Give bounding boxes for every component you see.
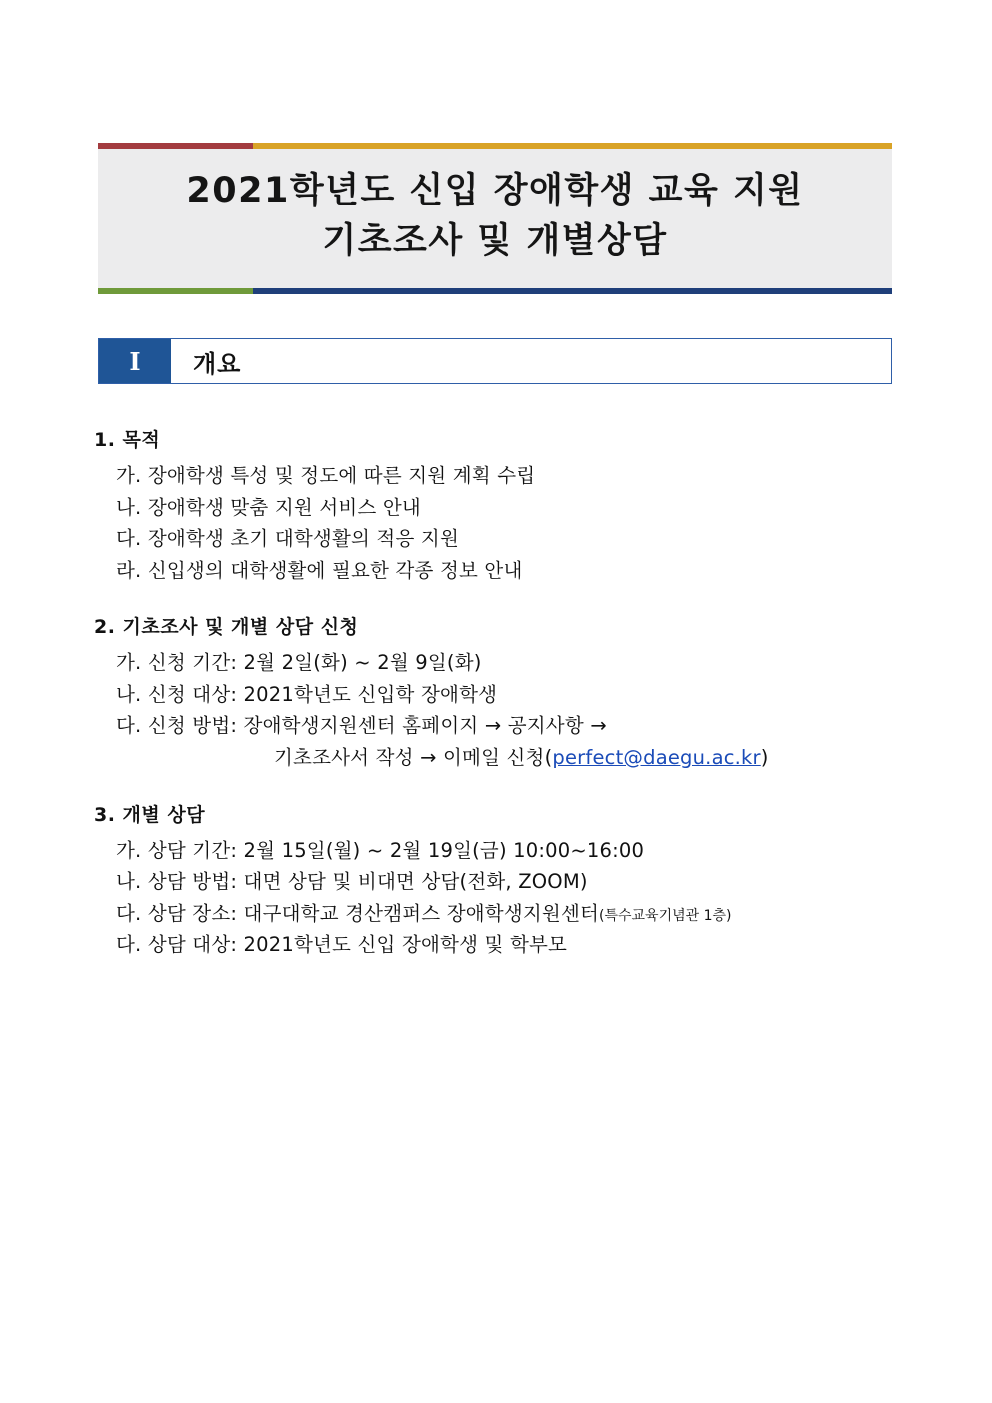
title-bottom-rule-navy-segment xyxy=(253,288,892,294)
document-body xyxy=(94,425,914,961)
content-group xyxy=(94,425,914,586)
title-bottom-rule xyxy=(98,288,892,294)
continuation-prefix: 기초조사서 작성 → 이메일 신청( xyxy=(274,746,553,770)
title-top-rule-gold-segment xyxy=(253,143,892,149)
group-heading: 2. 기초조사 및 개별 상담 신청 xyxy=(94,616,359,639)
list-item: 가. 신청 기간: 2월 2일(화) ~ 2월 9일(화) xyxy=(116,651,482,675)
list-item xyxy=(94,898,914,930)
content-group xyxy=(94,612,914,773)
list-item: 나. 신청 대상: 2021학년도 신입학 장애학생 xyxy=(116,682,498,706)
list-item: 가. 상담 기간: 2월 15일(월) ~ 2월 19일(금) 10:00~16:00 xyxy=(116,838,645,862)
list-item-note: (특수교육기념관 1층) xyxy=(599,907,732,924)
list-item: 라. 신입생의 대학생활에 필요한 각종 정보 안내 xyxy=(116,558,523,582)
group-heading: 3. 개별 상담 xyxy=(94,803,206,826)
title-text-area xyxy=(98,149,892,288)
content-group xyxy=(94,800,914,961)
list-item: 다. 장애학생 초기 대학생활의 적응 지원 xyxy=(116,527,459,551)
document-title-line-1: 2021학년도 신입 장애학생 교육 지원 xyxy=(186,171,804,211)
group-heading: 1. 목적 xyxy=(94,429,161,451)
continuation-suffix: ) xyxy=(760,746,769,770)
document-title-line-2: 기초조사 및 개별상담 xyxy=(322,220,668,261)
list-item: 나. 상담 방법: 대면 상담 및 비대면 상담(전화, ZOOM) xyxy=(116,870,588,894)
list-item-text: 다. 상담 장소: 대구대학교 경산캠퍼스 장애학생지원센터 xyxy=(116,901,600,925)
list-item-continuation xyxy=(94,742,914,774)
title-bottom-rule-green-segment xyxy=(98,288,253,294)
section-header xyxy=(98,338,892,384)
title-top-rule-red-segment xyxy=(98,143,253,149)
section-number-badge: Ⅰ xyxy=(99,339,171,383)
title-top-rule xyxy=(98,143,892,149)
email-link[interactable]: perfect@daegu.ac.kr xyxy=(552,746,761,770)
list-item: 가. 장애학생 특성 및 정도에 따른 지원 계획 수립 xyxy=(116,464,536,487)
title-banner xyxy=(98,143,892,294)
list-item: 나. 장애학생 맞춤 지원 서비스 안내 xyxy=(116,495,421,519)
list-item: 다. 신청 방법: 장애학생지원센터 홈페이지 → 공지사항 → xyxy=(116,714,607,738)
section-title: 개요 xyxy=(193,349,242,378)
list-item: 다. 상담 대상: 2021학년도 신입 장애학생 및 학부모 xyxy=(116,933,568,957)
